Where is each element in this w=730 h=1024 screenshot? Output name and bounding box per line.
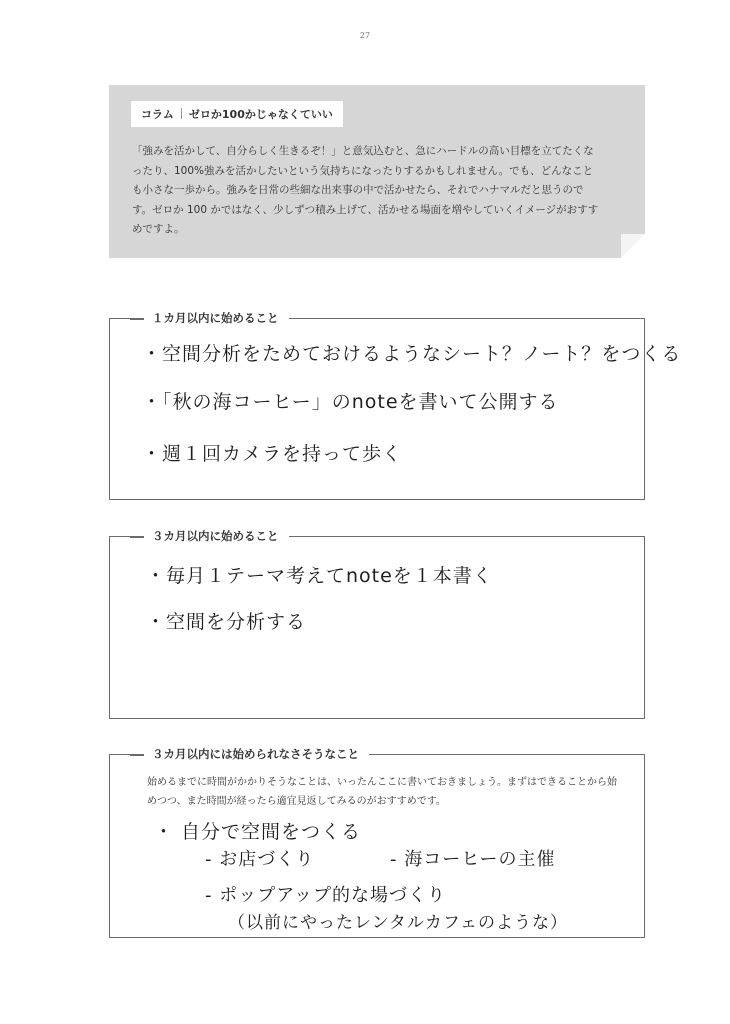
handwritten-item: ・「秋の海コーヒー」のnoteを書いて公開する bbox=[142, 391, 559, 413]
column-title-text: ゼロか100かじゃなくていい bbox=[188, 108, 333, 121]
handwritten-subitem: - 海コーヒーの主催 bbox=[390, 849, 556, 870]
handwritten-item: ・ 自分で空間をつくる bbox=[154, 821, 362, 843]
section-note: 始めるまでに時間がかかりそうなことは、いったんここに書いておきましょう。まずはできることから始めつつ、また時間が経ったら適宜見返してみるのがおすすめです。 bbox=[147, 777, 617, 807]
page-fold-corner bbox=[621, 234, 645, 258]
handwritten-subitem: - ポップアップ的な場づくり bbox=[205, 885, 446, 906]
section-heading: ３カ月以内には始められなさそうなこと bbox=[130, 746, 369, 762]
column-title bbox=[131, 101, 343, 127]
handwritten-item: ・空間分析をためておけるようなシート？ノート？をつくる bbox=[142, 343, 682, 365]
title-separator bbox=[181, 108, 182, 119]
handwritten-subitem: - お店づくり bbox=[205, 849, 315, 870]
handwritten-item: ・空間を分析する bbox=[146, 611, 307, 633]
column-label: コラム bbox=[141, 108, 174, 121]
section-heading: ３カ月以内に始めること bbox=[130, 528, 289, 544]
page-number: 27 bbox=[359, 31, 371, 40]
section-one-month bbox=[109, 311, 682, 500]
section-not-within-three-months bbox=[109, 747, 645, 938]
handwritten-item: ・週１回カメラを持って歩く bbox=[142, 443, 403, 465]
column-box bbox=[109, 85, 645, 258]
handwritten-subitem: （以前にやったレンタルカフェのような） bbox=[228, 913, 569, 933]
handwritten-item: ・毎月１テーマ考えてnoteを１本書く bbox=[146, 565, 493, 587]
section-heading: １カ月以内に始めること bbox=[130, 310, 289, 326]
column-body: 「強みを活かして、自分らしく生きるぞ！」と意気込むと、急にハードルの高い目標を立てたくなったり、100%強みを活かしたいという気持ちになったりするかもしれません。でも、どんなことも小さな一歩から。強みを日常の些細な出来事の中で活かせたら、それでハナマルだと思うのです。ゼロか 100 かではなく、少しずつ積み上げて、活かせる場面を増やしていくイメージがおすすめですよ。 bbox=[132, 145, 599, 235]
section-three-months bbox=[109, 529, 645, 719]
